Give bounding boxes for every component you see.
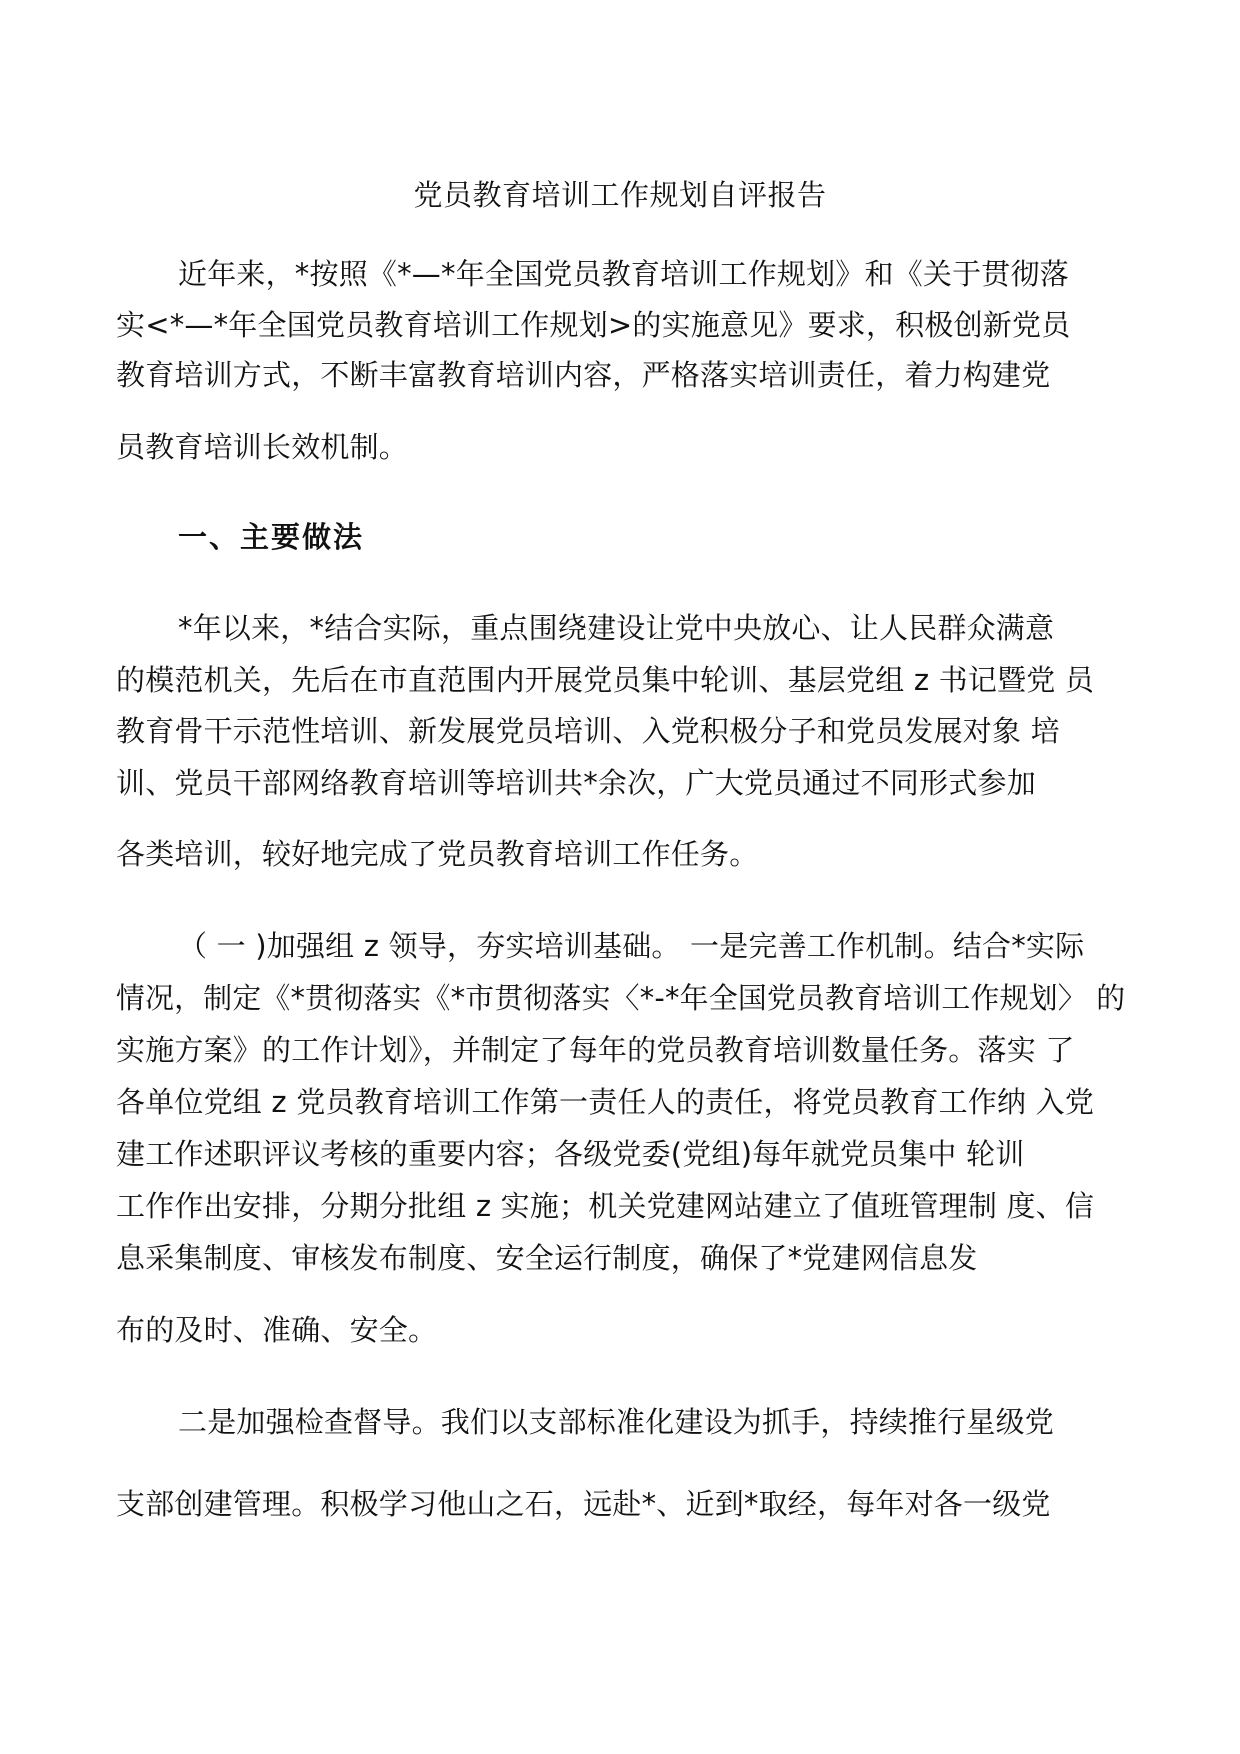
section1-line-2: 的模范机关，先后在市直范围内开展党员集中轮训、基层党组 z 书记暨党 员 <box>116 663 1095 697</box>
intro-line-2: 实<*—*年全国党员教育培训工作规划>的实施意见》要求，积极创新党员 <box>116 308 1071 342</box>
subsection1-line-7: 息采集制度、审核发布制度、安全运行制度，确保了*党建网信息发 <box>116 1241 978 1275</box>
subsection1-line-2: 情况，制定《*贯彻落实《*市贯彻落实〈*-*年全国党员教育培训工作规划〉 的 <box>116 981 1126 1015</box>
subsection1-line-8: 布的及时、准确、安全。 <box>116 1313 438 1347</box>
subsection1-line-3: 实施方案》的工作计划》，并制定了每年的党员教育培训数量任务。落实 了 <box>116 1033 1075 1067</box>
subsection1-line-1: （ 一 )加强组 z 领导，夯实培训基础。 一是完善工作机制。结合*实际 <box>178 929 1085 963</box>
intro-line-1: 近年来，*按照《*—*年全国党员教育培训工作规划》和《关于贯彻落 <box>178 257 1069 291</box>
document-title: 党员教育培训工作规划自评报告 <box>413 178 827 212</box>
subsection1-line-4: 各单位党组 z 党员教育培训工作第一责任人的责任，将党员教育工作纳 入党 <box>116 1085 1095 1119</box>
section1-line-4: 训、党员干部网络教育培训等培训共*余次，广大党员通过不同形式参加 <box>116 766 1036 800</box>
section1-line-5: 各类培训，较好地完成了党员教育培训工作任务。 <box>116 837 759 871</box>
section-heading: 一、主要做法 <box>178 520 365 554</box>
point2-line-1: 二是加强检查督导。我们以支部标准化建设为抓手，持续推行星级党 <box>178 1405 1055 1439</box>
subsection1-line-5: 建工作述职评议考核的重要内容；各级党委(党组)每年就党员集中 轮训 <box>116 1137 1025 1171</box>
section1-line-1: *年以来，*结合实际，重点围绕建设让党中央放心、让人民群众满意 <box>178 611 1055 645</box>
intro-line-3: 教育培训方式，不断丰富教育培训内容，严格落实培训责任，着力构建党 <box>116 358 1051 392</box>
subsection1-line-6: 工作作出安排，分期分批组 z 实施；机关党建网站建立了值班管理制 度、信 <box>116 1189 1095 1223</box>
point2-line-2: 支部创建管理。积极学习他山之石，远赴*、近到*取经，每年对各一级党 <box>116 1487 1051 1521</box>
intro-line-4: 员教育培训长效机制。 <box>116 430 409 464</box>
section1-line-3: 教育骨干示范性培训、新发展党员培训、入党积极分子和党员发展对象 培 <box>116 714 1060 748</box>
